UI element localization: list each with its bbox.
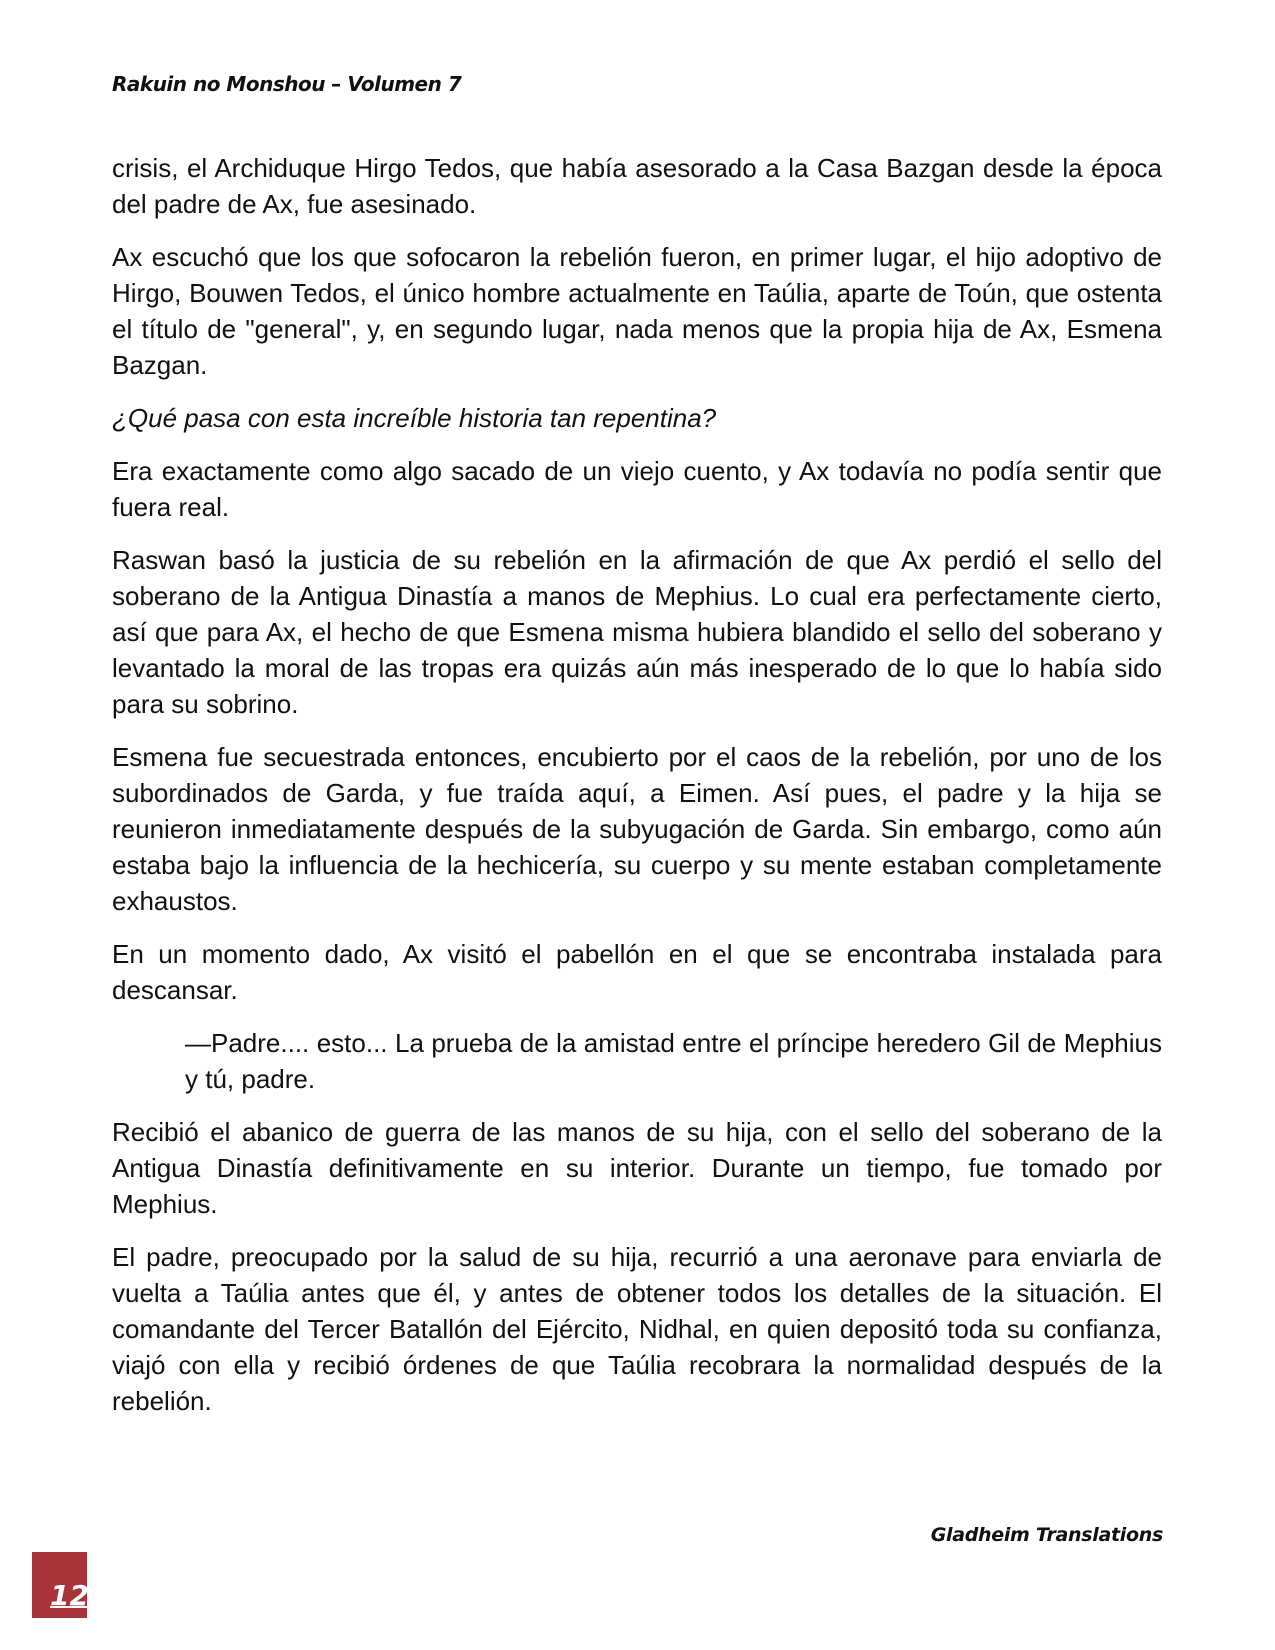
running-header: Rakuin no Monshou – Volumen 7 xyxy=(112,72,462,96)
paragraph: Raswan basó la justicia de su rebelión en la afirmación de que Ax perdió el sello del soberano de la Antigua Dinastía a manos de Mephius. Lo cual era perfectamente cierto, así que para Ax, el hecho de que Esmena misma hubiera blandido el sello del soberano y levantado la moral de las tropas era quizás aún más inesperado de lo que lo había sido para su sobrino. xyxy=(112,545,1162,719)
page-number: 12 xyxy=(50,1579,89,1612)
paragraph-italic-thought: ¿Qué pasa con esta increíble historia tan repentina? xyxy=(112,403,717,433)
page-number-badge xyxy=(32,1552,87,1618)
translator-credit: Gladheim Translations xyxy=(930,1524,1163,1546)
page-body xyxy=(112,150,1162,1436)
paragraph: Ax escuchó que los que sofocaron la rebelión fueron, en primer lugar, el hijo adoptivo de Hirgo, Bouwen Tedos, el único hombre actualmente en Taúlia, aparte de Toún, que ostenta el título de "general", y, en segundo lugar, nada menos que la propia hija de Ax, Esmena Bazgan. xyxy=(112,242,1162,380)
paragraph-dialogue: —Padre.... esto... La prueba de la amistad entre el príncipe heredero Gil de Mephius y tú, padre. xyxy=(185,1028,1162,1094)
paragraph: crisis, el Archiduque Hirgo Tedos, que había asesorado a la Casa Bazgan desde la época del padre de Ax, fue asesinado. xyxy=(112,153,1162,219)
paragraph: Esmena fue secuestrada entonces, encubierto por el caos de la rebelión, por uno de los subordinados de Garda, y fue traída aquí, a Eimen. Así pues, el padre y la hija se reunieron inmediatamente después de la subyugación de Garda. Sin embargo, como aún estaba bajo la influencia de la hechicería, su cuerpo y su mente estaban completamente exhaustos. xyxy=(112,742,1162,916)
paragraph: Recibió el abanico de guerra de las manos de su hija, con el sello del soberano de la Antigua Dinastía definitivamente en su interior. Durante un tiempo, fue tomado por Mephius. xyxy=(112,1117,1162,1219)
paragraph: Era exactamente como algo sacado de un viejo cuento, y Ax todavía no podía sentir que fuera real. xyxy=(112,456,1162,522)
paragraph: El padre, preocupado por la salud de su hija, recurrió a una aeronave para enviarla de vuelta a Taúlia antes que él, y antes de obtener todos los detalles de la situación. El comandante del Tercer Batallón del Ejército, Nidhal, en quien depositó toda su confianza, viajó con ella y recibió órdenes de que Taúlia recobrara la normalidad después de la rebelión. xyxy=(112,1242,1162,1416)
paragraph: En un momento dado, Ax visitó el pabellón en el que se encontraba instalada para descansar. xyxy=(112,939,1162,1005)
